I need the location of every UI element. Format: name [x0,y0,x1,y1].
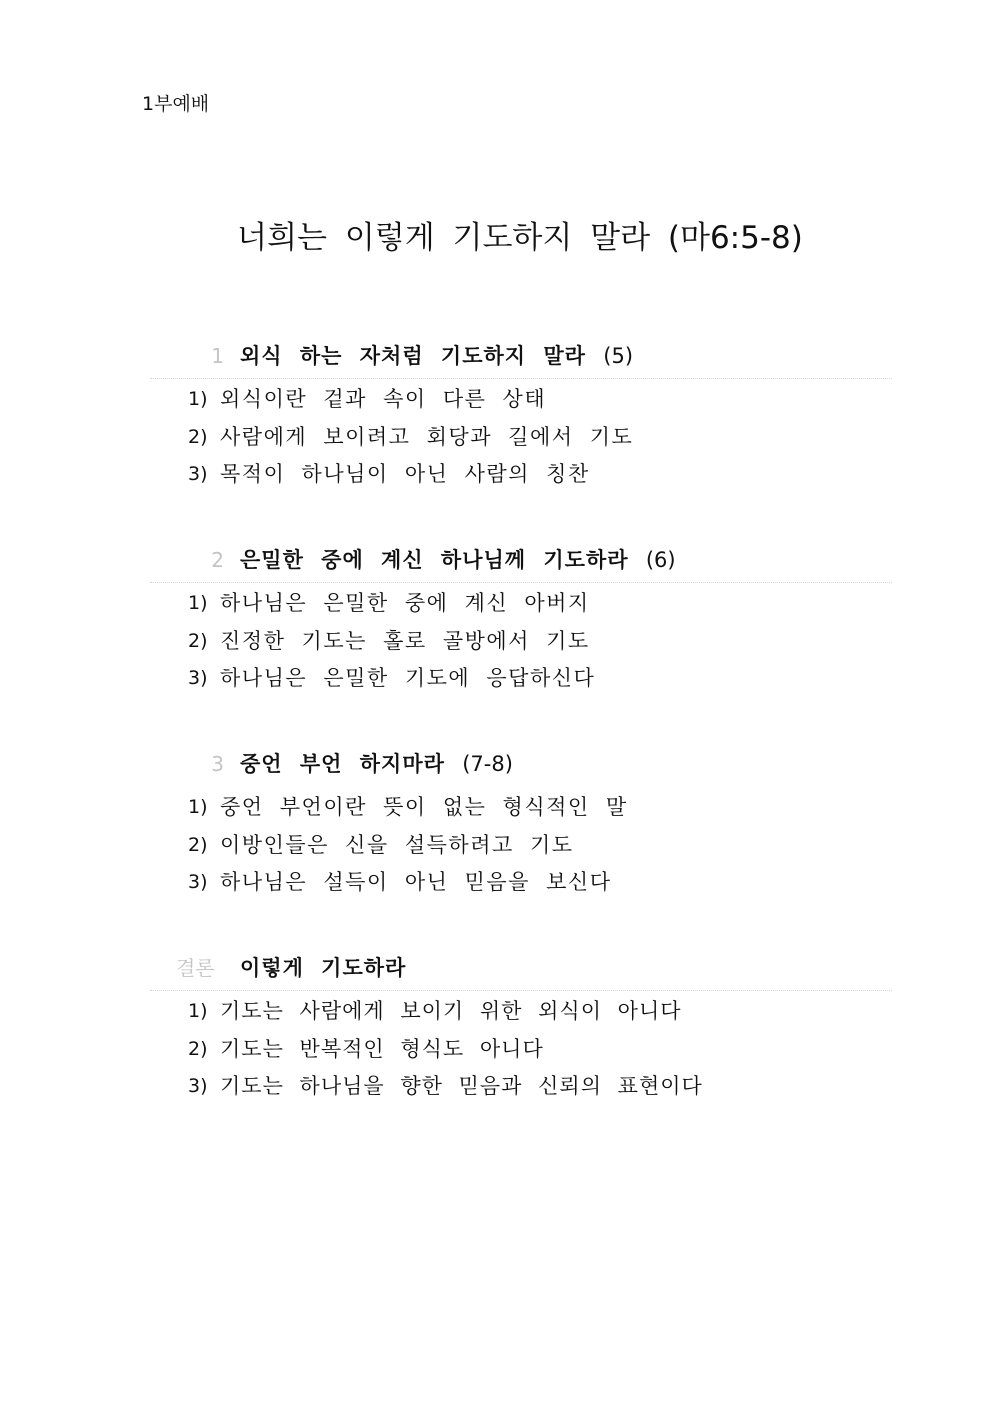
section-reference: (7-8) [462,752,513,776]
item-text: 사람에게 보이려고 회당과 길에서 기도 [220,424,634,449]
item-number: 2) [188,1037,208,1060]
section-heading [150,542,892,578]
section-number: 3 [211,752,224,776]
section-reference: (5) [603,344,634,368]
item-number: 1) [188,388,208,410]
section-reference: (6) [645,548,676,572]
item-text: 기도는 하나님을 향한 믿음과 신뢰의 표현이다 [220,1074,703,1098]
section-1 [150,338,892,494]
item-number: 2) [188,833,208,856]
section-number: 1 [211,344,224,368]
section-title-text: 중언 부언 하지마라 [240,752,445,776]
item-number: 1) [188,1000,208,1022]
list-item [150,585,892,623]
list-item [150,381,892,419]
list-item [150,623,892,661]
section-conclusion [150,950,892,1106]
section-title-text: 외식 하는 자처럼 기도하지 말라 [240,344,586,368]
section-number: 2 [211,548,224,572]
point-list [150,381,892,494]
item-text: 기도는 사람에게 보이기 위한 외식이 아니다 [220,999,682,1023]
page-title: 너희는 이렇게 기도하지 말라 (마6:5-8) [237,220,803,256]
section-title [240,542,676,578]
item-text: 하나님은 은밀한 중에 계신 아버지 [220,591,590,615]
list-item [150,993,892,1031]
item-text: 중언 부언이란 뜻이 없는 형식적인 말 [220,795,628,819]
item-number: 1) [188,592,208,614]
item-number: 3) [188,463,208,485]
service-label: 1부예배 [142,93,210,115]
list-item [150,419,892,457]
list-item [150,789,892,827]
section-title [240,746,513,782]
item-text: 목적이 하나님이 아닌 사람의 칭찬 [220,462,590,486]
section-title [240,950,406,986]
list-item [150,864,892,902]
list-item [150,660,892,698]
section-title-text: 은밀한 중에 계신 하나님께 기도하라 [240,548,629,572]
item-text: 이방인들은 신을 설득하려고 기도 [220,832,574,857]
item-text: 하나님은 은밀한 기도에 응답하신다 [220,666,596,690]
section-3 [150,746,892,902]
item-text: 하나님은 설득이 아닌 믿음을 보신다 [220,870,612,894]
dotted-divider [150,378,892,379]
point-list [150,993,892,1106]
section-heading [150,338,892,374]
section-2 [150,542,892,698]
dotted-divider [150,582,892,583]
item-number: 1) [188,796,208,818]
list-item [150,827,892,865]
dotted-divider [150,990,892,991]
section-heading [150,746,892,782]
section-number: 결론 [176,956,215,980]
item-number: 3) [188,1075,208,1097]
item-text: 기도는 반복적인 형식도 아니다 [220,1036,544,1061]
list-item [150,1031,892,1069]
section-heading [150,950,892,986]
list-item [150,456,892,494]
item-number: 3) [188,667,208,689]
point-list [150,585,892,698]
point-list [150,789,892,902]
section-title-text: 이렇게 기도하라 [240,956,407,980]
item-text: 외식이란 겉과 속이 다른 상태 [220,387,547,411]
item-number: 3) [188,871,208,893]
item-number: 2) [188,629,208,652]
item-text: 진정한 기도는 홀로 골방에서 기도 [220,628,590,653]
section-title [240,338,633,374]
item-number: 2) [188,425,208,448]
list-item [150,1068,892,1106]
